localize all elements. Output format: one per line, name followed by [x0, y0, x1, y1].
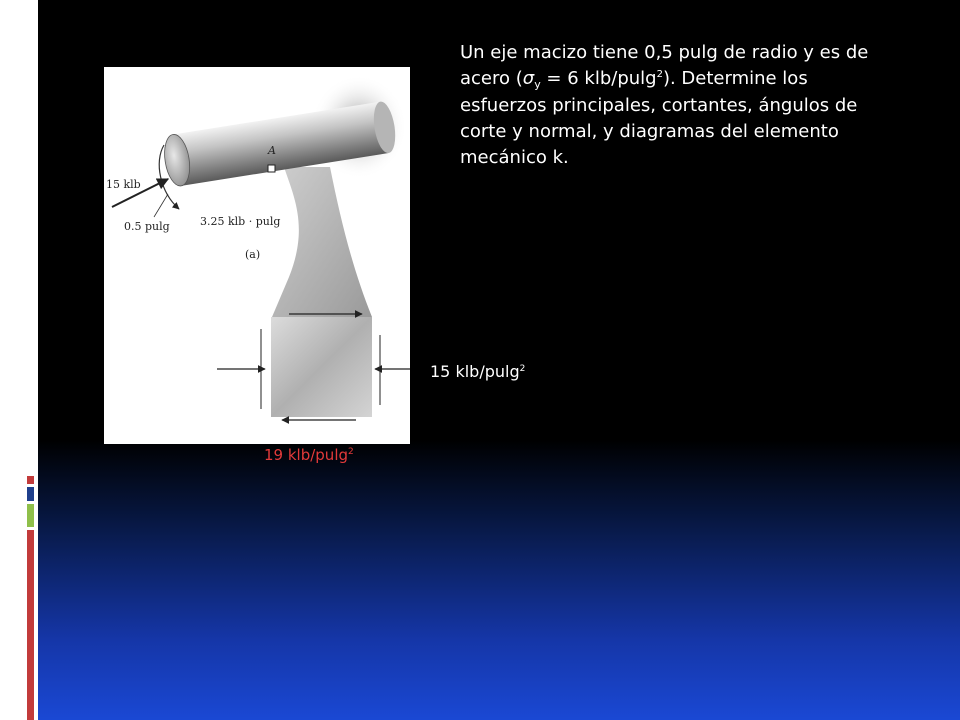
label-caption: (a) [245, 248, 261, 261]
problem-line-1: Un eje macizo tiene 0,5 pulg de radio y es de [460, 42, 869, 63]
stress-label-19 [264, 446, 354, 464]
shaft-figure [104, 67, 410, 444]
sigma-symbol: σ [522, 68, 535, 90]
accent-bar-red-bottom [27, 530, 34, 720]
problem-line-3: esfuerzos principales, cortantes, ángulos de [460, 95, 858, 117]
element-a-marker [268, 165, 275, 172]
stress-label-19-sup: 2 [348, 447, 354, 457]
stress-label-15 [430, 362, 525, 381]
problem-superscript: 2 [656, 69, 663, 81]
stress-element [271, 317, 372, 417]
problem-line-2-mid: = 6 klb/pulg [540, 68, 657, 90]
stress-label-15-sup: 2 [519, 364, 526, 374]
problem-text [460, 40, 920, 171]
accent-bar-green [27, 504, 34, 527]
stress-label-15-text: 15 klb/pulg [430, 362, 520, 381]
problem-line-2-end: ). Determine los [662, 68, 808, 90]
sigma-subscript: y [534, 78, 541, 92]
label-force: 15 klb [106, 178, 141, 191]
accent-bar-blue [27, 487, 34, 501]
label-a: A [268, 144, 276, 157]
problem-line-5: mecánico k. [460, 147, 569, 169]
accent-bar-red-top [27, 476, 34, 484]
problem-line-4: corte y normal, y diagramas del elemento [460, 121, 839, 143]
label-radius: 0.5 pulg [124, 220, 170, 233]
problem-line-2-start: acero ( [460, 68, 523, 90]
label-torque: 3.25 klb · pulg [200, 215, 281, 228]
stress-label-19-text: 19 klb/pulg [264, 446, 349, 464]
